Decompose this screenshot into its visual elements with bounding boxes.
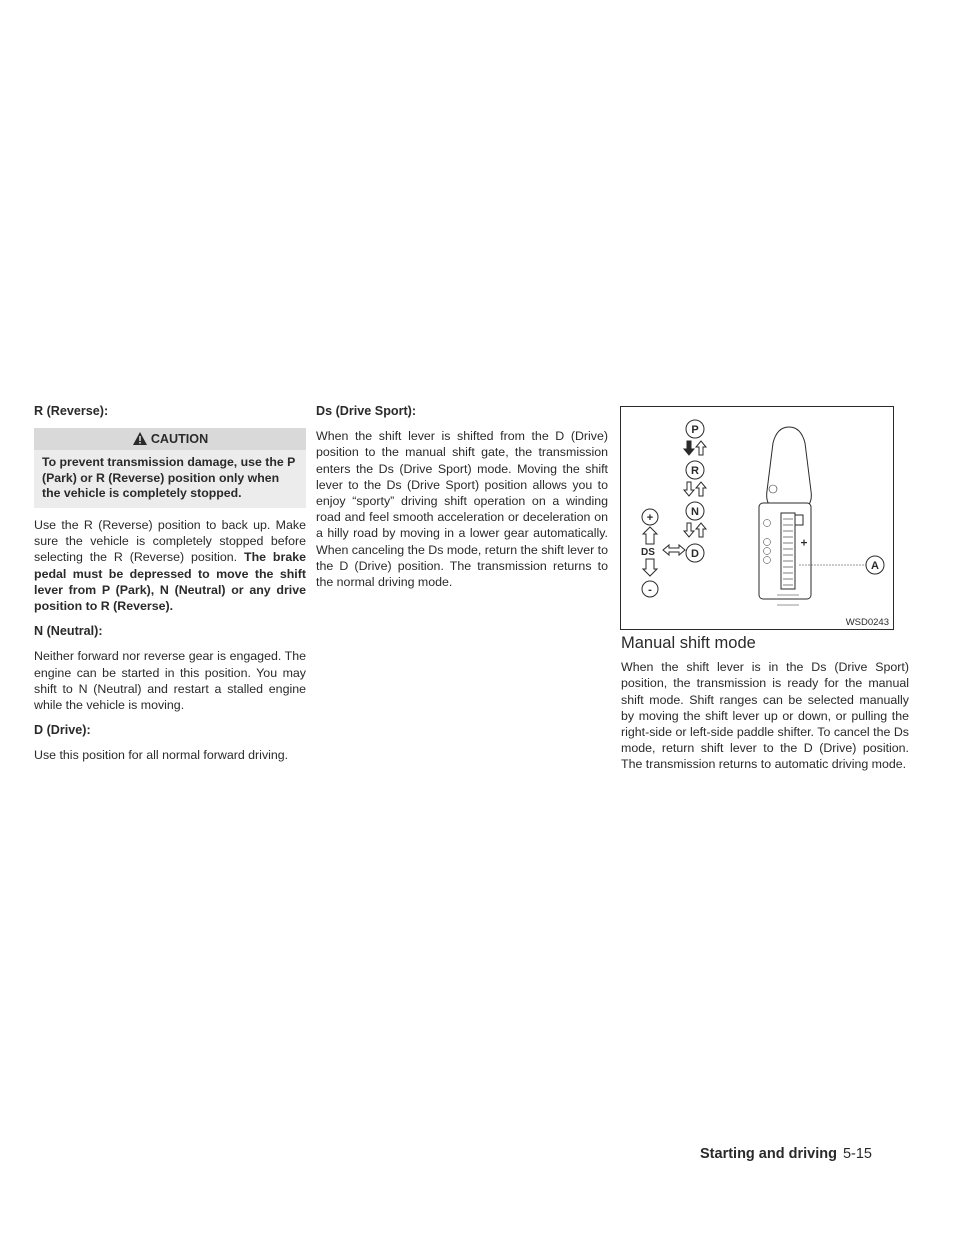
ds-heading: Ds (Drive Sport): <box>316 404 417 418</box>
reverse-paragraph <box>34 517 306 614</box>
left-column <box>34 403 306 773</box>
label-d: D <box>691 548 699 560</box>
figure-id: WSD0243 <box>845 617 889 628</box>
warning-icon <box>132 431 148 453</box>
reverse-text: Use the R (Reverse) position to back up. Make sure the vehicle is completely stopped before selecting the R (Reverse) position. <box>34 517 306 565</box>
reverse-heading: R (Reverse): <box>34 404 109 418</box>
label-r: R <box>691 465 699 477</box>
ds-text: When the shift lever is shifted from the D (Drive) position to the manual shift gate, the transmission enters the Ds (Drive Sport) mode. Moving the shift lever to the Ds (Drive Sport) position allows you to enjoy “sporty” driving shift operation on a winding road and feel smooth acceleration or deceleration on a hilly road by moving in a lower gear automatically. When canceling the Ds mode, return the shift lever to the D (Drive) position. The transmission returns to the normal driving mode. <box>316 429 609 590</box>
caution-header <box>34 428 306 450</box>
caution-text: To prevent transmission damage, use the P (Park) or R (Reverse) position only when the vehicle is completely stopped. <box>34 450 306 508</box>
label-n: N <box>691 506 699 518</box>
manual-shift-text: When the shift lever is in the Ds (Drive Sport) position, the transmission is ready for the manual shift mode. Shift ranges can be selected manually by moving the shift lever up or down, or pulling the right-side or left-side paddle shifter. To cancel the Ds mode, return shift lever to the D (Drive) position. The transmission returns to automatic driving mode. <box>621 660 909 772</box>
drive-text: Use this position for all normal forward driving. <box>34 748 289 763</box>
neutral-text: Neither forward nor reverse gear is engaged. The engine can be started in this position. You may shift to N (Neutral) and restart a stalled engine while the vehicle is moving. <box>34 649 306 713</box>
shift-lever-diagram <box>641 407 921 629</box>
label-minus: - <box>648 584 652 596</box>
label-a: A <box>871 560 879 572</box>
page-number: 5-15 <box>842 1146 872 1162</box>
drive-heading: D (Drive): <box>34 723 91 738</box>
neutral-heading: N (Neutral): <box>34 624 103 639</box>
diagram-frame <box>620 406 894 630</box>
page-footer <box>700 1146 920 1162</box>
label-p: P <box>691 424 699 436</box>
caution-title: CAUTION <box>150 432 209 447</box>
footer-section: Starting and driving <box>700 1146 837 1162</box>
label-ds: DS <box>641 547 655 558</box>
ds-container <box>316 403 608 599</box>
reverse-bold-text: The brake pedal must be depressed to move the shift lever from P (Park), N (Neutral) or any drive position to R (Reverse). <box>34 550 307 613</box>
caution-box <box>34 428 306 508</box>
label-plus: + <box>646 512 654 524</box>
right-column <box>621 635 909 782</box>
manual-shift-title: Manual shift mode <box>621 634 756 652</box>
